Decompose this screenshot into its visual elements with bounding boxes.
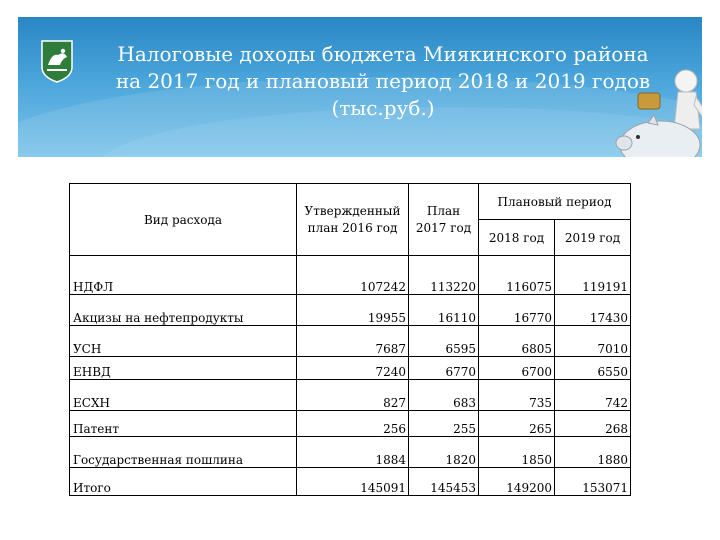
value-2018: 6700 xyxy=(479,357,555,380)
value-2016: 1884 xyxy=(297,437,409,468)
value-2019: 6550 xyxy=(555,357,631,380)
value-2017: 6770 xyxy=(409,357,479,380)
table-row xyxy=(70,326,631,357)
value-2019: 7010 xyxy=(555,326,631,357)
value-2019: 153071 xyxy=(555,468,631,496)
value-2017: 145453 xyxy=(409,468,479,496)
header-category: Вид расхода xyxy=(70,184,297,256)
tax-revenue-table xyxy=(69,183,631,496)
row-name: Акцизы на нефтепродукты xyxy=(70,295,297,326)
header-2018: 2018 год xyxy=(479,220,555,256)
title-line-3: (тыс.руб.) xyxy=(331,96,435,120)
value-2019: 268 xyxy=(555,411,631,437)
value-2018: 116075 xyxy=(479,256,555,295)
value-2017: 1820 xyxy=(409,437,479,468)
value-2019: 17430 xyxy=(555,295,631,326)
row-name: Итого xyxy=(70,468,297,496)
table-row xyxy=(70,437,631,468)
page-title xyxy=(88,41,678,122)
header-approved-2016: Утвержденный план 2016 год xyxy=(297,184,409,256)
table-row xyxy=(70,295,631,326)
title-line-1: Налоговые доходы бюджета Миякинского района xyxy=(117,42,649,66)
row-name: ЕСХН xyxy=(70,380,297,411)
row-name: ЕНВД xyxy=(70,357,297,380)
value-2019: 1880 xyxy=(555,437,631,468)
table-row xyxy=(70,380,631,411)
title-line-2: на 2017 год и плановый период 2018 и 2019 годов xyxy=(115,69,651,93)
value-2017: 113220 xyxy=(409,256,479,295)
value-2018: 1850 xyxy=(479,437,555,468)
piggy-bank-figure-icon xyxy=(608,67,702,157)
header-2019: 2019 год xyxy=(555,220,631,256)
value-2018: 265 xyxy=(479,411,555,437)
value-2016: 827 xyxy=(297,380,409,411)
value-2016: 107242 xyxy=(297,256,409,295)
value-2018: 735 xyxy=(479,380,555,411)
value-2019: 119191 xyxy=(555,256,631,295)
table-row xyxy=(70,468,631,496)
value-2017: 16110 xyxy=(409,295,479,326)
header-planning-period: Плановый период xyxy=(479,184,631,220)
table-row xyxy=(70,256,631,295)
district-emblem-icon xyxy=(40,39,74,83)
value-2016: 256 xyxy=(297,411,409,437)
value-2017: 255 xyxy=(409,411,479,437)
value-2016: 7240 xyxy=(297,357,409,380)
value-2018: 149200 xyxy=(479,468,555,496)
value-2016: 19955 xyxy=(297,295,409,326)
row-name: Государственная пошлина xyxy=(70,437,297,468)
title-banner xyxy=(18,17,702,157)
row-name: Патент xyxy=(70,411,297,437)
value-2018: 16770 xyxy=(479,295,555,326)
row-name: УСН xyxy=(70,326,297,357)
header-plan-2017: План 2017 год xyxy=(409,184,479,256)
table-row xyxy=(70,411,631,437)
table-row xyxy=(70,357,631,380)
value-2017: 683 xyxy=(409,380,479,411)
value-2019: 742 xyxy=(555,380,631,411)
value-2016: 145091 xyxy=(297,468,409,496)
row-name: НДФЛ xyxy=(70,256,297,295)
value-2016: 7687 xyxy=(297,326,409,357)
value-2017: 6595 xyxy=(409,326,479,357)
value-2018: 6805 xyxy=(479,326,555,357)
